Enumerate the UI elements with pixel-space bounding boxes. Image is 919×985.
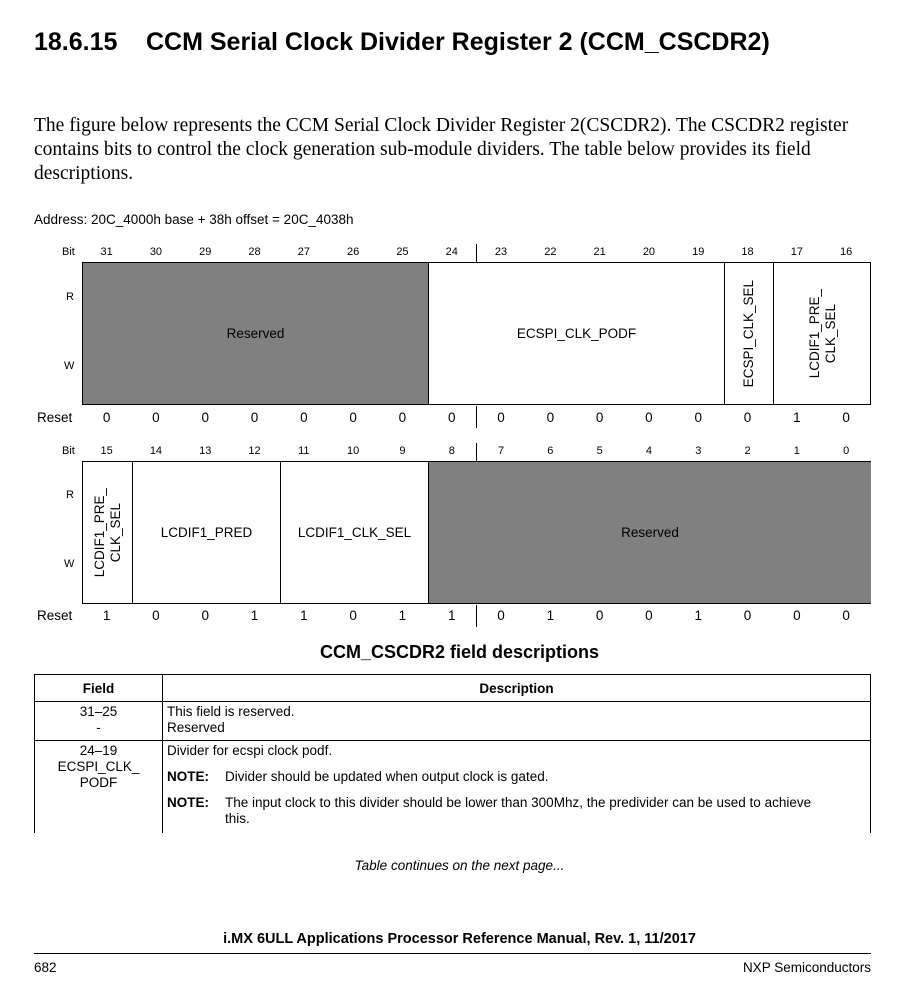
field-reserved-lower: Reserved xyxy=(428,462,871,603)
bit-number: 21 xyxy=(593,246,606,258)
bit-number: 19 xyxy=(692,246,705,258)
write-label-lower: W xyxy=(64,558,75,570)
field-cell xyxy=(35,702,163,741)
note-text: Divider should be updated when output clock is gated. xyxy=(225,769,549,784)
note-text: The input clock to this divider should be lower than 300Mhz, the predivider can be used to achieve this. xyxy=(225,795,812,826)
reset-value: 0 xyxy=(645,608,653,623)
bit-number: 10 xyxy=(347,445,360,457)
reset-label-lower: Reset xyxy=(37,608,73,623)
divider-tick xyxy=(476,244,477,262)
bit-number: 9 xyxy=(399,445,406,457)
reset-value: 0 xyxy=(842,410,850,425)
field-lcdif1-pre-clk-sel-upper: LCDIF1_PRE_ CLK_SEL xyxy=(773,263,871,404)
bit-number: 16 xyxy=(840,246,853,258)
bit-number: 28 xyxy=(248,246,261,258)
bit-number: 29 xyxy=(199,246,212,258)
field-name: - xyxy=(96,720,101,735)
bit-label-upper: Bit xyxy=(62,246,75,258)
bit-label-lower: Bit xyxy=(62,445,75,457)
table-row xyxy=(35,741,871,834)
reset-value: 0 xyxy=(743,608,752,623)
reset-value: 1 xyxy=(546,608,555,623)
bit-number: 6 xyxy=(547,445,554,457)
divider-tick xyxy=(476,406,477,428)
bit-number: 17 xyxy=(790,246,803,258)
note-label: NOTE: xyxy=(167,795,209,810)
description-cell xyxy=(163,702,871,741)
bit-number: 27 xyxy=(297,246,310,258)
bit-number: 31 xyxy=(100,246,113,258)
reset-value: 0 xyxy=(349,608,357,623)
bit-number: 4 xyxy=(645,445,652,457)
bit-number: 24 xyxy=(445,246,458,258)
reset-value: 0 xyxy=(842,608,850,623)
reset-value: 0 xyxy=(398,410,407,425)
bit-number: 26 xyxy=(347,246,360,258)
bit-number: 20 xyxy=(642,246,656,258)
divider-tick xyxy=(476,605,477,627)
bit-number: 11 xyxy=(298,445,310,457)
register-box-lower xyxy=(82,461,871,604)
bit-number: 0 xyxy=(843,445,850,457)
field-descriptions-table xyxy=(34,674,871,833)
footer-title: i.MX 6ULL Applications Processor Reference Manual, Rev. 1, 11/2017 xyxy=(223,931,696,947)
reset-value: 0 xyxy=(447,410,456,425)
field-name: ECSPI_CLK_ PODF xyxy=(57,759,140,790)
reset-value: 0 xyxy=(595,410,604,425)
table-header-row xyxy=(35,675,871,702)
reset-value: 0 xyxy=(250,410,259,425)
reset-value: 0 xyxy=(497,410,505,425)
table-continuation-note: Table continues on the next page... xyxy=(354,858,565,873)
note xyxy=(167,795,866,829)
field-reserved-upper: Reserved xyxy=(83,263,428,404)
reset-value: 0 xyxy=(497,608,505,623)
reset-value: 0 xyxy=(201,410,209,425)
publisher: NXP Semiconductors xyxy=(742,960,871,975)
bit-number: 5 xyxy=(596,445,603,457)
reset-value: 0 xyxy=(694,410,702,425)
reset-value: 0 xyxy=(152,410,160,425)
page-number: 682 xyxy=(34,960,57,975)
bit-number: 14 xyxy=(149,445,163,457)
description-line: Reserved xyxy=(167,720,225,735)
table-title: CCM_CSCDR2 field descriptions xyxy=(319,642,600,662)
description-cell xyxy=(163,741,871,834)
field-bits: 24–19 xyxy=(79,743,118,758)
field-ecspi-clk-podf: ECSPI_CLK_PODF xyxy=(428,263,724,404)
reset-value: 0 xyxy=(349,410,357,425)
note xyxy=(167,769,866,785)
reset-value: 0 xyxy=(152,608,160,623)
table-row xyxy=(35,702,871,741)
bit-number: 18 xyxy=(741,246,754,258)
bit-number: 3 xyxy=(695,445,702,457)
note-label: NOTE: xyxy=(167,769,209,784)
read-label-lower: R xyxy=(66,489,74,501)
bit-number: 22 xyxy=(544,246,557,258)
reset-value: 0 xyxy=(743,410,752,425)
bit-number: 23 xyxy=(494,246,508,258)
reset-value: 1 xyxy=(102,608,111,623)
divider-tick xyxy=(476,443,477,461)
reset-value: 1 xyxy=(250,608,259,623)
reset-value: 0 xyxy=(102,410,111,425)
field-lcdif1-clk-sel: LCDIF1_CLK_SEL xyxy=(280,462,428,603)
reset-value: 0 xyxy=(201,608,209,623)
reset-value: 1 xyxy=(793,410,801,425)
section-title: CCM Serial Clock Divider Register 2 (CCM_CSCDR2) xyxy=(146,28,770,56)
reset-value: 0 xyxy=(793,608,801,623)
reset-value: 1 xyxy=(300,608,308,623)
reset-value: 0 xyxy=(546,410,555,425)
field-lcdif1-pred: LCDIF1_PRED xyxy=(132,462,280,603)
bit-number: 15 xyxy=(100,445,113,457)
header-field: Field xyxy=(35,675,163,702)
register-box-upper xyxy=(82,262,871,405)
write-label-upper: W xyxy=(64,360,75,372)
reset-value: 1 xyxy=(447,608,456,623)
field-bits: 31–25 xyxy=(79,704,118,719)
section-number: 18.6.15 xyxy=(34,28,118,56)
bit-number: 1 xyxy=(793,445,800,457)
description-line: This field is reserved. xyxy=(167,704,295,719)
reset-value: 0 xyxy=(645,410,653,425)
field-cell xyxy=(35,741,163,834)
reset-label-upper: Reset xyxy=(37,410,73,425)
bit-number: 30 xyxy=(149,246,163,258)
header-description: Description xyxy=(163,675,871,702)
read-label-upper: R xyxy=(66,291,74,303)
bit-number: 13 xyxy=(199,445,212,457)
bit-number: 7 xyxy=(497,445,505,457)
reset-value: 0 xyxy=(595,608,604,623)
field-lcdif1-pre-clk-sel-lower: LCDIF1_PRE_ CLK_SEL xyxy=(91,487,123,578)
footer-rule xyxy=(34,953,871,954)
reset-value: 1 xyxy=(398,608,407,623)
register-address: Address: 20C_4000h base + 38h offset = 20C_4038h xyxy=(34,212,354,227)
reset-value: 1 xyxy=(694,608,702,623)
reset-value: 0 xyxy=(300,410,308,425)
section-heading xyxy=(34,28,770,57)
bit-number: 25 xyxy=(396,246,409,258)
bit-number: 8 xyxy=(448,445,455,457)
description-line: Divider for ecspi clock podf. xyxy=(167,743,333,758)
bit-number: 2 xyxy=(744,445,751,457)
field-ecspi-clk-sel: ECSPI_CLK_SEL xyxy=(724,263,773,404)
intro-paragraph: The figure below represents the CCM Serial Clock Divider Register 2(CSCDR2). The CSCDR2 register contains bits to control the clock generation sub-module dividers. The table below provides its field descriptions. xyxy=(34,115,849,184)
bit-number: 12 xyxy=(248,445,261,457)
